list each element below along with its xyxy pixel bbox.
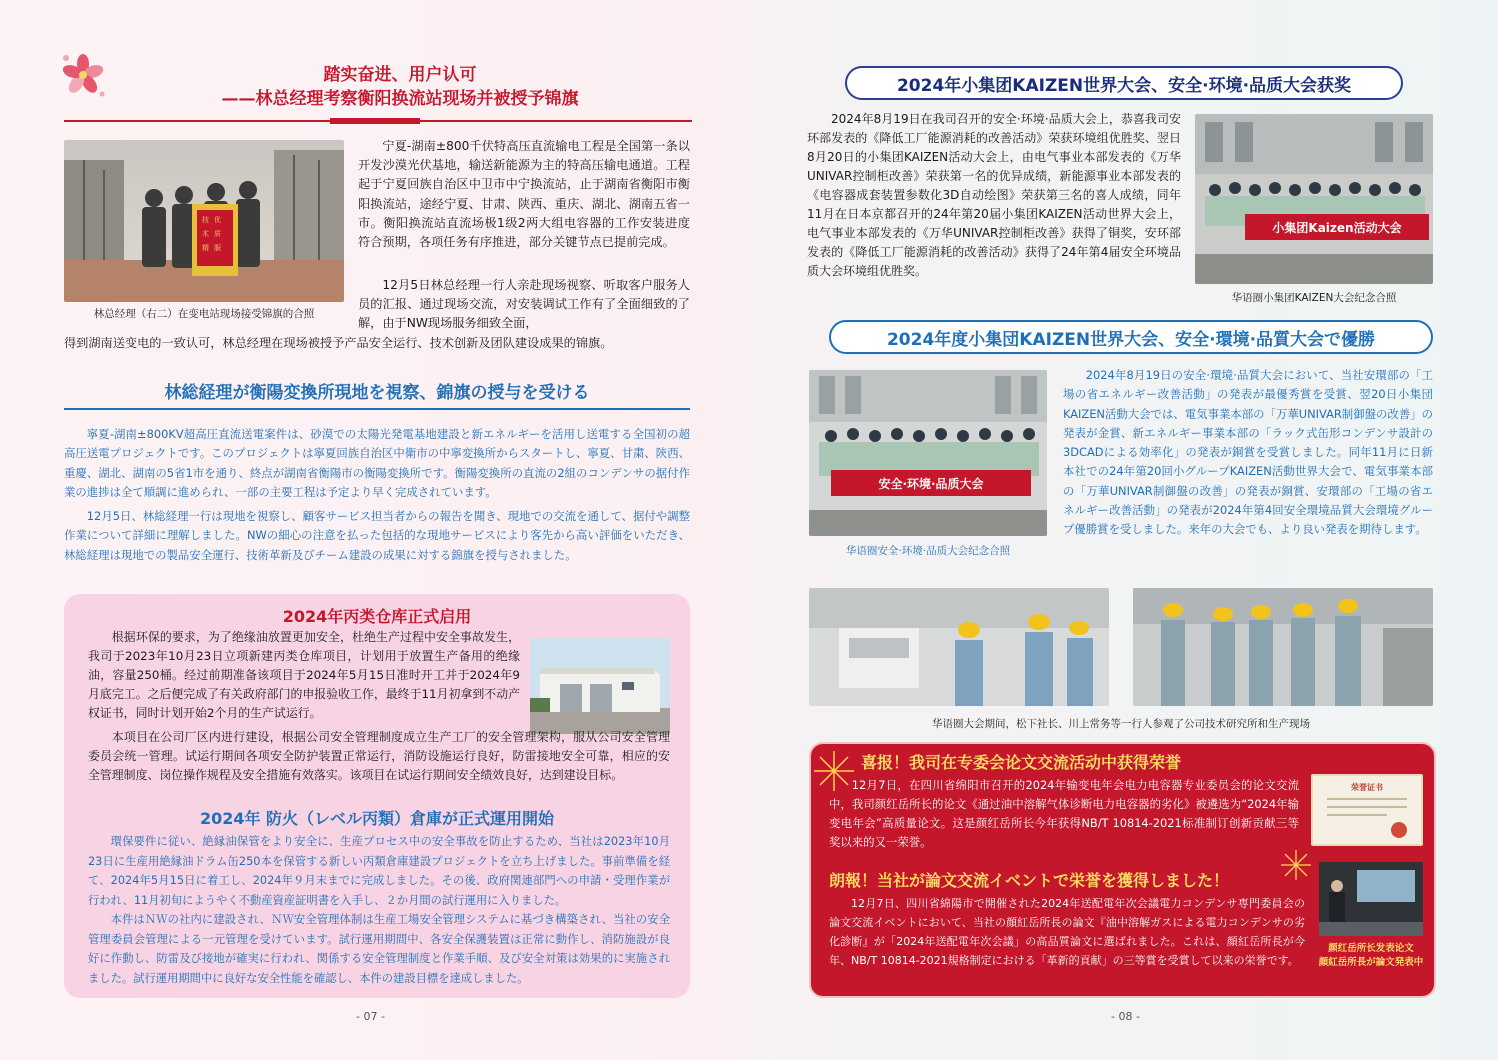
svg-text:质: 质 <box>214 230 221 238</box>
article-title-line1: 踏实奋进、用户认可 <box>323 65 477 85</box>
honor-news-box <box>809 742 1436 998</box>
visit-paragraph-cn-part2: 得到湖南送变电的一致认可，林总经理在现场被授予产品安全运行、技术创新及团队建设成果的锦旗。 <box>64 336 613 350</box>
safety-photo-banner-text: 安全·环境·品质大会 <box>878 477 984 491</box>
svg-text:术: 术 <box>202 230 209 238</box>
svg-text:服: 服 <box>214 244 221 252</box>
warehouse-title-jp: 2024年 防火（レベル丙類）倉庫が正式運用開始 <box>199 809 555 828</box>
kaizen-photo-banner-text: 小集团Kaizen活动大会 <box>1272 221 1402 235</box>
svg-text:优: 优 <box>214 216 221 224</box>
svg-text:精: 精 <box>202 244 209 252</box>
svg-text:技: 技 <box>202 216 209 224</box>
kaizen-group-photo <box>1195 114 1433 284</box>
visit-paragraph-cn-part1: 12月5日林总经理一行人亲赴现场视察、听取客户服务人员的汇报、通过现场交流，对安装调试工作有了全面细致的了解，由于NW现场服务细致全面， <box>358 278 690 331</box>
intro-paragraph-jp: 寧夏-湖南±800KV超高圧直流送電案件は、砂漠での太陽光発電基地建設と新エネルギーを活用し送電する全国初の超高圧送電プロジェクトです。このプロジェクトは寧夏回族自治区中衛市の中寧変換所からスタートし、寧夏、甘粛、陝西、重慶、湖北、湖南の5省1市を通り、終点が湖南省衡陽市の衡陽変換所です。衡陽変換所の直流の2組のコンデンサの据付作業の進捗は全て順調に進められ、一部の主要工程は予定より早く完成されています。 <box>64 427 690 500</box>
presentation-photo <box>1319 862 1423 936</box>
warehouse-photo <box>530 638 670 734</box>
honor-title-cn: 喜报！我司在专委会论文交流活动中获得荣誉 <box>861 753 1182 772</box>
safety-photo-caption: 华语圈安全·环境·品质大会纪念合照 <box>845 545 1011 557</box>
honor-title-jp: 朗報！当社が論文交流イベントで栄誉を獲得しました！ <box>829 871 1230 890</box>
warehouse-paragraph-cn-2: 本项目在公司厂区内进行建设，根据公司安全管理制度成立生产工厂的安全管理架构，服从公司安全管理委员会统一管理。试运行期间各项安全防护装置正常运行，消防设施运行良好，防雷接地安全可靠，相应的安全管理制度、岗位操作规程及安全措施有效落实。该项目在试运行期间安全绩效良好，达到建设目标。 <box>88 730 670 782</box>
substation-photo-caption: 林总经理（右二）在变电站现场接受锦旗的合照 <box>93 308 315 320</box>
intro-paragraph-cn: 宁夏-湖南±800千伏特高压直流输电工程是全国第一条以开发沙漠光伏基地，输送新能源为主的特高压输电通道。工程起于宁夏回族自治区中卫市中宁换流站，止于湖南省衡阳市衡阳换流站，途经宁夏、甘肃、陕西、重庆、湖北、湖南五省一市。衡阳换流站直流场极1级2两大组电容器的工作安装进度符合预期，各项任务有序推进，部分关键节点已提前完成。 <box>358 139 690 250</box>
kaizen-banner-cn: 2024年小集团KAIZEN世界大会、安全·环境·品质大会获奖 <box>845 66 1403 100</box>
visit-paragraph-jp: 12月5日、林総経理一行は現地を視察し、顧客サービス担当者からの報告を聞き、現地での交流を通して、据付や調整作業について詳細に理解しました。NWの細心の注意を払った包括的な現地サービスにより客先から高い評価をいただき、林総経理は現地での製品安全運行、技術革新及びチーム建設の成果に対する錦旗を授与されました。 <box>64 509 690 562</box>
jp-title-divider <box>64 408 690 410</box>
warehouse-paragraph-jp-2: 本件はＮＷの社内に建設され、ＮＷ安全管理体制は生産工場安全管理システムに基づき構築され、当社の安全管理委員会管理による一元管理を受けています。試行運用期間中、各安全保護装置は正常に動作し、消防施設が良好に作動し、防雷及び接地が確実に行われ、関係する安全管理制度と作業手順、及び安全対策は効果的に実施されました。試行運用期間中に良好な安全性能を確認し、本件の建設目標を達成しました。 <box>88 913 670 985</box>
kaizen-paragraph-cn: 2024年8月19日在我司召开的安全·环境·品质大会上，恭喜我司安环部发表的《降低工厂能源消耗的改善活动》荣获环境组优胜奖、翌日8月20日的小集团KAIZEN活动大会上，由电气事业本部发表的《万华UNIVAR控制柜改善》荣获第一名的优异成绩，新能源事业本部发表的《电容器成套装置参数化3D自动绘图》荣获第三名的喜人成绩，同年11月在日本京都召开的24年第20届小集团KAIZEN活动世界大会上，电气事业本部发表的《万华UNIVAR控制柜改善》获得了铜奖，安环部发表的《降低工厂能源消耗的改善活动》获得了24年第4届安全环境品质大会环境组优胜奖。 <box>807 112 1181 278</box>
presentation-caption-jp: 顔紅岳所長が論文発表中 <box>1318 957 1424 968</box>
factory-visit-photo <box>1133 588 1433 706</box>
kaizen-paragraph-jp: 2024年8月19日の安全·環境·品質大会において、当社安環部の「工場の省エネルギー改善活動」の発表が最優秀賞を受賞、翌20日小集団KAIZEN活動大会では、電気事業本部の「万華UNIVAR制御盤の改善」の発表が金賞、新エネルギー事業本部の「ラック式缶形コンデンサ設計の3DCADによる効率化」の発表が銅賞を受賞しました。同年11月に日新本社での24年第20回小グループKAIZEN活動世界大会で、電気事業本部の「万華UNIVAR制御盤の改善」の発表が銅賞、安環部の「工場の省エネルギー改善活動」の発表が2024年第4回安全環境品質大会環境グループ優勝賞を受しました。来年の大会でも、より良い発表を期待します。 <box>1063 368 1433 537</box>
kaizen-banner-jp: 2024年度小集団KAIZEN世界大会、安全·環境·品質大会で優勝 <box>829 320 1433 354</box>
honor-paragraph-cn: 12月7日，在四川省绵阳市召开的2024年输变电年会电力电容器专业委员会的论文交流中，我司颜红岳所长的论文《通过油中溶解气体诊断电力电容器的劣化》被遴选为“2024年输变电年会”高质量论文。这是颜红岳所长今年获得NB/T 10814-2021标准制订创新贡献三等奖以来的又一荣誉。 <box>829 778 1299 849</box>
page-number: - 08 - <box>1111 1010 1140 1023</box>
jp-section-title: 林総経理が衡陽変換所現地を視察、錦旗の授与を受ける <box>164 383 590 403</box>
certificate-photo <box>1311 774 1423 846</box>
honor-paragraph-jp: 12月7日、四川省綿陽市で開催された2024年送配電年次会議電力コンデンサ専門委員会の論文交流イベントにおいて、当社の顔紅岳所長の論文『油中溶解ガスによる電力コンデンサの劣化診断』が「2024年送配電年次会議」の高品質論文に選ばれました。これは、顔紅岳所長が今年、NB/T 10814-2021規格制定における「革新的貢献」の三等賞を受賞して以来の栄誉です。 <box>829 897 1305 967</box>
substation-photo <box>64 140 344 302</box>
page-08 <box>749 0 1498 1060</box>
visit-photos-caption: 华语圈大会期间，松下社长、川上常务等一行人参观了公司技术研究所和生产现场 <box>932 718 1310 730</box>
warehouse-paragraph-jp-1: 環保要件に従い、絶縁油保管をより安全に、生産プロセス中の安全事故を防止するため、当社は2023年10月23日に生産用絶縁油ドラム缶250本を保管する新しい丙類倉庫建設プロジェクトを立ち上げました。事前準備を経て、2024年5月15日に着工し、2024年９月末までに完成しました。その後、政府関連部門への申請・受理作業が行われ、11月初旬にようやく不動産資産証明書を入手し、２か月間の試行運用に入りました。 <box>88 835 670 907</box>
article-title-line2: ——林总经理考察衡阳换流站现场并被授予锦旗 <box>221 89 579 109</box>
lab-visit-photo <box>809 588 1109 706</box>
flower-ornament-icon <box>58 50 108 100</box>
warehouse-paragraph-cn-1: 根据环保的要求，为了绝缘油放置更加安全，杜绝生产过程中安全事故发生，我司于2023年10月23日立项新建丙类仓库项目，计划用于放置生产备用的绝缘油，容量250桶。经过前期准备该项目于2024年5月15日准时开工并于2024年9月底完工。之后便完成了有关政府部门的申报验收工作，最终于11月初拿到不动产权证书，同时计划开始2个月的生产试运行。 <box>88 630 520 720</box>
kaizen-photo-caption: 华语圈小集团KAIZEN大会纪念合照 <box>1231 292 1397 304</box>
firework-right-icon <box>1279 848 1313 882</box>
warehouse-title-cn: 2024年丙类仓库正式启用 <box>282 607 472 626</box>
safety-group-photo <box>809 370 1047 536</box>
title-divider-accent <box>330 118 420 124</box>
warehouse-news-box <box>64 594 690 998</box>
certificate-text: 荣誉证书 <box>1351 783 1383 792</box>
presentation-caption-cn: 颜红岳所长发表论文 <box>1328 943 1414 954</box>
page-number: - 07 - <box>356 1010 385 1023</box>
